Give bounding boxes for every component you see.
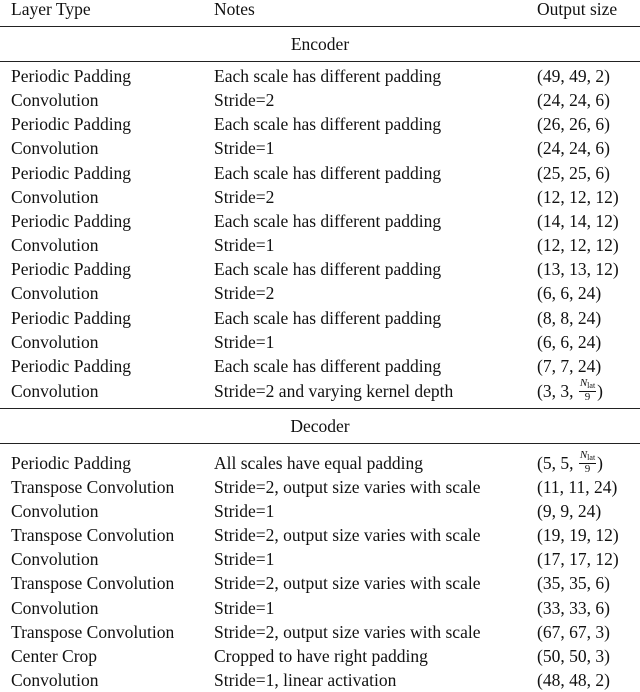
fraction-subscript: lat <box>587 453 596 463</box>
layer-cell: Convolution <box>11 501 99 522</box>
output-cell: (8, 8, 24) <box>537 307 602 328</box>
fraction-denominator: 9 <box>584 391 591 404</box>
table-row <box>0 112 640 136</box>
fraction <box>579 378 596 403</box>
notes-cell: Stride=1 <box>214 331 275 352</box>
notes-cell: Each scale has different padding <box>214 66 442 86</box>
output-cell: (6, 6, 24) <box>537 331 602 352</box>
table-row <box>0 257 640 281</box>
layer-cell: Periodic Padding <box>11 114 132 135</box>
table-row <box>0 64 640 88</box>
layer-cell: Periodic Padding <box>11 259 132 280</box>
layer-cell: Periodic Padding <box>11 162 132 183</box>
notes-cell: Each scale has different padding <box>214 114 442 135</box>
notes-cell: Stride=1 <box>214 549 275 570</box>
notes-cell: Stride=1 <box>214 501 275 522</box>
output-cell: (50, 50, 3) <box>537 645 610 666</box>
table-row <box>0 475 640 499</box>
table-row <box>0 596 640 620</box>
notes-cell: All scales have equal padding <box>214 453 423 473</box>
output-suffix: ) <box>597 381 603 401</box>
notes-cell: Each scale has different padding <box>214 259 442 280</box>
output-cell: (17, 17, 12) <box>537 549 619 570</box>
output-cell: (48, 48, 2) <box>537 669 610 690</box>
table-row <box>0 88 640 112</box>
output-cell: (9, 9, 24) <box>537 501 602 522</box>
output-cell: (26, 26, 6) <box>537 114 610 135</box>
output-cell: (49, 49, 2) <box>537 66 610 86</box>
encoder-rule <box>0 61 640 62</box>
layer-cell: Convolution <box>11 597 99 618</box>
table-row <box>0 499 640 523</box>
fraction-var: N <box>579 377 588 390</box>
table-row <box>0 354 640 378</box>
layer-cell: Convolution <box>11 186 99 207</box>
output-prefix: (3, 3, <box>537 381 578 401</box>
fraction-denominator: 9 <box>584 463 591 476</box>
header-rule <box>0 26 640 27</box>
header-notes: Notes <box>214 0 255 19</box>
layer-cell: Periodic Padding <box>11 453 132 473</box>
notes-cell: Stride=1 <box>214 597 275 618</box>
output-cell: (67, 67, 3) <box>537 621 610 642</box>
notes-cell: Stride=1 <box>214 138 275 159</box>
layer-cell: Periodic Padding <box>11 355 132 376</box>
output-cell: (33, 33, 6) <box>537 597 610 618</box>
decoder-title: Decoder <box>290 416 350 436</box>
notes-cell: Stride=2 <box>214 186 275 207</box>
notes-cell: Stride=2, output size varies with scale <box>214 621 481 642</box>
notes-cell: Stride=1 <box>214 235 275 256</box>
fraction-numerator <box>579 378 596 392</box>
fraction-subscript: lat <box>587 381 596 391</box>
notes-cell: Stride=2 <box>214 283 275 304</box>
output-cell: (12, 12, 12) <box>537 235 619 256</box>
output-prefix: (5, 5, <box>537 453 578 473</box>
table-row <box>0 185 640 209</box>
output-cell: (7, 7, 24) <box>537 355 602 376</box>
notes-cell: Cropped to have right padding <box>214 645 428 666</box>
output-cell: (14, 14, 12) <box>537 210 619 231</box>
notes-cell: Stride=2, output size varies with scale <box>214 525 481 546</box>
table-row <box>0 233 640 257</box>
notes-cell: Stride=2, output size varies with scale <box>214 573 481 594</box>
output-cell: (35, 35, 6) <box>537 573 610 594</box>
layer-cell: Transpose Convolution <box>11 573 175 594</box>
layer-cell: Periodic Padding <box>11 307 132 328</box>
decoder-top-rule <box>0 408 640 409</box>
layer-cell: Convolution <box>11 283 99 304</box>
fraction <box>579 450 596 475</box>
table-row <box>0 571 640 595</box>
table-row <box>0 451 640 475</box>
table-row <box>0 620 640 644</box>
decoder-rule <box>0 443 640 444</box>
table-row <box>0 668 640 692</box>
output-cell: (13, 13, 12) <box>537 259 619 280</box>
table-row <box>0 379 640 403</box>
notes-cell: Stride=2 <box>214 90 275 111</box>
table-row <box>0 136 640 160</box>
output-cell: (12, 12, 12) <box>537 186 619 207</box>
layer-cell: Convolution <box>11 669 99 690</box>
layer-cell: Convolution <box>11 138 99 159</box>
header-layer-type: Layer Type <box>11 0 91 19</box>
table-row <box>0 523 640 547</box>
layer-cell: Convolution <box>11 90 99 111</box>
table-row <box>0 281 640 305</box>
layer-cell: Convolution <box>11 331 99 352</box>
table-row <box>0 306 640 330</box>
table-row <box>0 547 640 571</box>
layer-cell: Transpose Convolution <box>11 477 175 497</box>
table-row <box>0 209 640 233</box>
output-cell: (11, 11, 24) <box>537 477 618 497</box>
notes-cell: Each scale has different padding <box>214 210 442 231</box>
notes-cell: Stride=2, output size varies with scale <box>214 477 481 497</box>
output-cell: (24, 24, 6) <box>537 90 610 111</box>
notes-cell: Each scale has different padding <box>214 307 442 328</box>
table-row <box>0 644 640 668</box>
layer-cell: Convolution <box>11 235 99 256</box>
output-cell: (6, 6, 24) <box>537 283 602 304</box>
output-cell <box>537 379 603 405</box>
fraction-numerator <box>579 450 596 464</box>
header-row <box>0 0 640 21</box>
output-cell: (19, 19, 12) <box>537 525 619 546</box>
layer-cell: Convolution <box>11 381 99 401</box>
fraction-var: N <box>579 449 588 462</box>
layer-cell: Transpose Convolution <box>11 621 175 642</box>
header-output-size: Output size <box>537 0 618 19</box>
output-cell <box>537 451 603 477</box>
encoder-title: Encoder <box>290 34 350 54</box>
output-cell: (24, 24, 6) <box>537 138 610 159</box>
layer-cell: Periodic Padding <box>11 66 132 86</box>
layer-cell: Center Crop <box>11 645 98 666</box>
notes-cell: Stride=2 and varying kernel depth <box>214 381 454 401</box>
layer-cell: Periodic Padding <box>11 210 132 231</box>
notes-cell: Stride=1, linear activation <box>214 669 397 690</box>
table-row <box>0 161 640 185</box>
notes-cell: Each scale has different padding <box>214 355 442 376</box>
layer-cell: Convolution <box>11 549 99 570</box>
table-row <box>0 330 640 354</box>
output-cell: (25, 25, 6) <box>537 162 610 183</box>
output-suffix: ) <box>597 453 603 473</box>
layer-cell: Transpose Convolution <box>11 525 175 546</box>
notes-cell: Each scale has different padding <box>214 162 442 183</box>
